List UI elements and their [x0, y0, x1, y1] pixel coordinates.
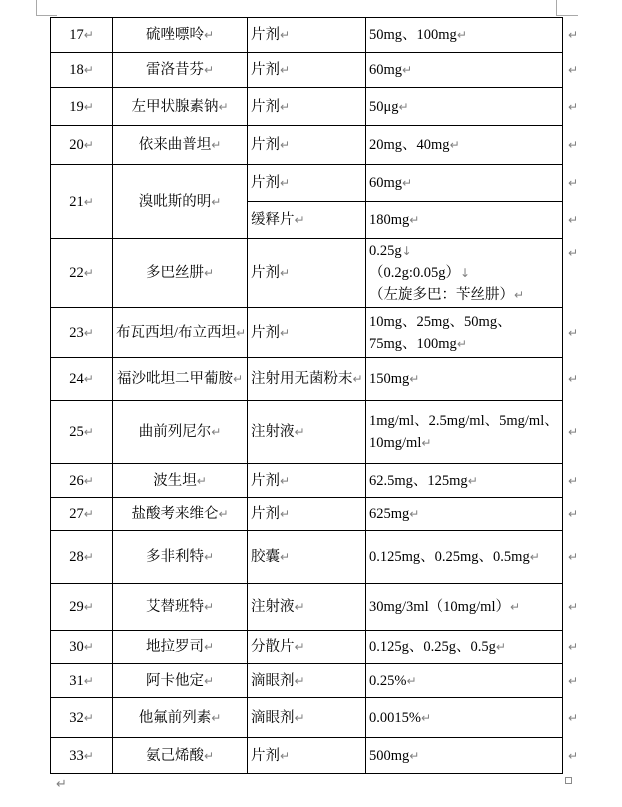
pilcrow-icon: ↵ [568, 372, 579, 386]
drug-name-text: 左甲状腺素钠 [131, 98, 219, 115]
pilcrow-icon: ↵ [280, 138, 291, 152]
pilcrow-icon: ↵ [280, 99, 291, 114]
pilcrow-icon: ↵ [280, 63, 291, 77]
pilcrow-icon: ↵ [568, 245, 579, 260]
row-number-text: 19 [69, 98, 84, 115]
spec-line-text: （0.2g:0.05g） [369, 265, 461, 281]
drug-name-text: 盐酸考来维仑 [131, 506, 219, 522]
row-number-cell[interactable] [51, 631, 113, 664]
row-number-text: 24 [69, 371, 84, 387]
row-number-text: 20 [69, 137, 84, 153]
dosage-form-text: 滴眼剂 [251, 672, 295, 689]
row-end-mark-gutter [563, 584, 591, 631]
dosage-form-text: 片剂 [251, 324, 280, 341]
pilcrow-icon: ↵ [280, 28, 291, 42]
drug-name-cell[interactable] [113, 358, 248, 401]
spec-line-text: 0.25% [369, 672, 407, 689]
pilcrow-icon: ↵ [203, 266, 215, 280]
row-number-text: 28 [69, 549, 84, 565]
dosage-form-cell[interactable] [248, 584, 366, 631]
row-end-mark-gutter [563, 126, 591, 165]
drug-name-text: 依来曲普坦 [138, 137, 212, 153]
dosage-form-cell[interactable] [248, 239, 366, 308]
pilcrow-icon: ↵ [83, 640, 94, 654]
row-number-text: 30 [69, 639, 84, 655]
pilcrow-icon: ↵ [83, 550, 94, 564]
pilcrow-icon: ↵ [529, 550, 540, 564]
pilcrow-icon: ↵ [420, 710, 432, 725]
pilcrow-icon: ↵ [568, 550, 579, 564]
pilcrow-icon: ↵ [449, 138, 460, 152]
table-row [51, 664, 591, 698]
pilcrow-icon: ↵ [568, 425, 579, 439]
table-row [51, 498, 591, 531]
row-number-text: 23 [69, 324, 84, 341]
spec-cell[interactable] [366, 631, 563, 664]
dosage-form-text: 胶囊 [251, 549, 280, 565]
pilcrow-icon: ↵ [294, 640, 305, 654]
pilcrow-icon: ↵ [83, 600, 94, 614]
drug-name-text: 溴吡斯的明 [138, 193, 212, 210]
pilcrow-icon: ↵ [398, 99, 409, 114]
row-end-mark-gutter [563, 165, 591, 202]
pilcrow-icon: ↵ [294, 710, 305, 725]
dosage-form-text: 缓释片 [251, 212, 295, 228]
spec-line-text: 625mg [369, 506, 410, 522]
row-number-cell[interactable] [51, 531, 113, 584]
spec-line-text: 150mg [369, 371, 410, 387]
spec-line-text: 180mg [369, 212, 410, 228]
row-end-mark-gutter [563, 53, 591, 88]
spec-line-text: 0.125g、0.25g、0.5g [369, 639, 496, 655]
row-number-cell[interactable] [51, 358, 113, 401]
table-row [51, 631, 591, 664]
row-end-mark-gutter [563, 464, 591, 498]
dosage-form-cell[interactable] [248, 464, 366, 498]
drug-name-cell[interactable] [113, 738, 248, 774]
pilcrow-icon: ↵ [495, 640, 506, 654]
pilcrow-icon: ↵ [467, 473, 478, 488]
pilcrow-icon: ↵ [456, 28, 467, 42]
pilcrow-icon: ↵ [83, 748, 94, 763]
spec-cell[interactable] [366, 401, 563, 464]
spec-cell[interactable] [366, 308, 563, 358]
dosage-form-text: 片剂 [251, 27, 280, 43]
row-number-cell[interactable] [51, 584, 113, 631]
pilcrow-icon: ↵ [83, 28, 94, 42]
pilcrow-icon: ↵ [294, 600, 305, 614]
table-row [51, 738, 591, 774]
pilcrow-icon: ↵ [409, 372, 420, 386]
drug-name-text: 布瓦西坦/布立西坦 [116, 324, 237, 341]
drug-name-cell[interactable] [113, 239, 248, 308]
dosage-form-text: 片剂 [251, 265, 280, 281]
row-number-cell[interactable] [51, 498, 113, 531]
spec-line-text: 500mg [369, 747, 410, 764]
row-number-cell[interactable] [51, 738, 113, 774]
dosage-form-text: 注射用无菌粉末 [251, 371, 353, 387]
row-end-mark-gutter [563, 202, 591, 239]
row-end-mark-gutter [563, 88, 591, 126]
dosage-form-text: 分散片 [251, 639, 295, 655]
table-row [51, 401, 591, 464]
row-end-mark-gutter [563, 664, 591, 698]
row-end-mark-gutter [563, 18, 591, 53]
spec-cell[interactable] [366, 464, 563, 498]
row-end-mark-gutter [563, 531, 591, 584]
drug-name-cell[interactable] [113, 498, 248, 531]
drug-name-cell[interactable] [113, 126, 248, 165]
table-row [51, 358, 591, 401]
pilcrow-icon: ↵ [294, 213, 305, 227]
pilcrow-icon: ↵ [203, 673, 215, 688]
pilcrow-icon: ↵ [218, 507, 229, 521]
line-break-icon: ↓ [460, 266, 471, 280]
spec-line-text: 62.5mg、125mg [369, 472, 468, 489]
pilcrow-icon: ↵ [568, 748, 579, 763]
pilcrow-icon: ↵ [568, 600, 579, 614]
pilcrow-icon: ↵ [203, 640, 215, 654]
spec-line-text: 60mg [369, 175, 403, 191]
dosage-form-cell[interactable] [248, 165, 366, 202]
spec-line-text: 10mg、25mg、50mg、75mg、100mg [369, 313, 512, 352]
drug-name-text: 多巴丝肼 [145, 265, 204, 281]
pilcrow-icon: ↵ [83, 673, 94, 688]
pilcrow-icon: ↵ [83, 507, 94, 521]
pilcrow-icon: ↵ [568, 473, 579, 488]
drug-name-text: 多非利特 [145, 549, 204, 565]
dosage-form-cell[interactable] [248, 308, 366, 358]
row-number-cell[interactable] [51, 53, 113, 88]
row-number-cell[interactable] [51, 88, 113, 126]
pilcrow-icon: ↵ [514, 288, 525, 302]
pilcrow-icon: ↵ [568, 507, 579, 521]
pilcrow-icon: ↵ [203, 550, 215, 564]
pilcrow-icon: ↵ [568, 640, 579, 654]
drug-name-text: 曲前列尼尔 [138, 424, 212, 440]
row-number-text: 17 [69, 27, 84, 43]
row-number-cell[interactable] [51, 165, 113, 239]
spec-cell[interactable] [366, 738, 563, 774]
pilcrow-icon: ↵ [409, 748, 420, 763]
pilcrow-icon: ↵ [280, 473, 291, 488]
dosage-form-cell[interactable] [248, 202, 366, 239]
row-number-cell[interactable] [51, 126, 113, 165]
dosage-form-cell[interactable] [248, 698, 366, 738]
row-number-text: 27 [69, 506, 84, 522]
row-end-mark-gutter [563, 631, 591, 664]
paragraph-mark-after-table: ↵ [56, 777, 67, 792]
pilcrow-icon: ↵ [568, 28, 579, 42]
table-row [51, 165, 591, 202]
pilcrow-icon: ↵ [402, 176, 413, 190]
row-number-text: 33 [69, 747, 84, 764]
dosage-form-text: 片剂 [251, 472, 280, 489]
spec-line-text: 0.25g [369, 243, 402, 259]
table-row [51, 531, 591, 584]
row-number-cell[interactable] [51, 698, 113, 738]
spec-line-text: 0.0015% [369, 709, 421, 726]
table-row [51, 18, 591, 53]
drug-name-text: 地拉罗司 [145, 639, 204, 655]
spec-line-text: 60mg [369, 62, 403, 78]
line-break-icon: ↓ [401, 244, 412, 258]
pilcrow-icon: ↵ [83, 266, 94, 280]
pilcrow-icon: ↵ [203, 63, 215, 77]
spec-cell[interactable] [366, 664, 563, 698]
drug-name-cell[interactable] [113, 631, 248, 664]
pilcrow-icon: ↵ [211, 710, 222, 725]
drug-table [50, 17, 591, 774]
dosage-form-cell[interactable] [248, 631, 366, 664]
margin-crop-mark-top-right-vertical [556, 0, 557, 15]
spec-line-text: 1mg/ml、2.5mg/ml、5mg/ml、10mg/ml [369, 413, 559, 451]
dosage-form-cell[interactable] [248, 358, 366, 401]
spec-cell[interactable] [366, 126, 563, 165]
pilcrow-icon: ↵ [232, 372, 244, 386]
pilcrow-icon: ↵ [280, 325, 291, 340]
row-number-text: 25 [69, 424, 84, 440]
pilcrow-icon: ↵ [83, 325, 94, 340]
pilcrow-icon: ↵ [421, 436, 432, 450]
row-number-cell[interactable] [51, 308, 113, 358]
drug-name-cell[interactable] [113, 88, 248, 126]
pilcrow-icon: ↵ [294, 425, 305, 439]
pilcrow-icon: ↵ [568, 99, 579, 114]
pilcrow-icon: ↵ [203, 600, 215, 614]
spec-cell[interactable] [366, 88, 563, 126]
pilcrow-icon: ↵ [280, 266, 291, 280]
spec-line-text: 50μg [369, 98, 399, 115]
table-row [51, 464, 591, 498]
row-end-mark-gutter [563, 698, 591, 738]
pilcrow-icon: ↵ [568, 138, 579, 152]
spec-line-text: 20mg、40mg [369, 137, 450, 153]
pilcrow-icon: ↵ [83, 710, 94, 725]
row-number-cell[interactable] [51, 464, 113, 498]
dosage-form-text: 片剂 [251, 747, 280, 764]
dosage-form-cell[interactable] [248, 531, 366, 584]
drug-name-cell[interactable] [113, 401, 248, 464]
spec-cell[interactable] [366, 358, 563, 401]
pilcrow-icon: ↵ [568, 325, 579, 340]
drug-name-text: 阿卡他定 [145, 672, 204, 689]
row-number-cell[interactable] [51, 401, 113, 464]
drug-name-cell[interactable] [113, 584, 248, 631]
drug-name-cell[interactable] [113, 664, 248, 698]
pilcrow-icon: ↵ [211, 425, 222, 439]
spec-cell[interactable] [366, 531, 563, 584]
row-end-mark-gutter [563, 308, 591, 358]
pilcrow-icon: ↵ [83, 138, 94, 152]
spec-cell[interactable] [366, 498, 563, 531]
drug-name-cell[interactable] [113, 464, 248, 498]
pilcrow-icon: ↵ [280, 507, 291, 521]
pilcrow-icon: ↵ [509, 600, 521, 614]
pilcrow-icon: ↵ [352, 372, 363, 386]
drug-name-text: 雷洛昔芬 [145, 62, 204, 78]
pilcrow-icon: ↵ [406, 673, 417, 688]
pilcrow-icon: ↵ [402, 63, 413, 77]
drug-name-text: 氨己烯酸 [145, 747, 204, 764]
pilcrow-icon: ↵ [236, 325, 247, 340]
row-end-mark-gutter [563, 498, 591, 531]
pilcrow-icon: ↵ [83, 99, 94, 114]
dosage-form-cell[interactable] [248, 53, 366, 88]
dosage-form-cell[interactable] [248, 18, 366, 53]
pilcrow-icon: ↵ [203, 748, 215, 763]
dosage-form-text: 片剂 [251, 506, 280, 522]
margin-crop-mark-top-left-horizontal [36, 15, 57, 16]
row-number-text: 18 [69, 62, 84, 78]
drug-name-cell[interactable] [113, 531, 248, 584]
row-number-text: 22 [69, 265, 84, 281]
table-row [51, 126, 591, 165]
row-number-cell[interactable] [51, 239, 113, 308]
spec-cell[interactable] [366, 18, 563, 53]
dosage-form-cell[interactable] [248, 401, 366, 464]
margin-crop-mark-top-left-vertical [36, 0, 37, 15]
drug-name-cell[interactable] [113, 18, 248, 53]
row-end-mark-gutter [563, 239, 591, 308]
spec-cell[interactable] [366, 202, 563, 239]
table-row [51, 239, 591, 308]
pilcrow-icon: ↵ [280, 748, 291, 763]
pilcrow-icon: ↵ [203, 28, 215, 42]
dosage-form-text: 片剂 [251, 98, 280, 115]
pilcrow-icon: ↵ [568, 710, 579, 725]
row-number-text: 32 [69, 709, 84, 726]
spec-line-text: 0.125mg、0.25mg、0.5mg [369, 549, 530, 565]
row-number-text: 26 [69, 472, 84, 489]
table-resize-handle[interactable] [565, 777, 572, 784]
drug-name-cell[interactable] [113, 308, 248, 358]
dosage-form-cell[interactable] [248, 126, 366, 165]
dosage-form-text: 注射液 [251, 599, 295, 615]
pilcrow-icon: ↵ [409, 213, 420, 227]
drug-name-cell[interactable] [113, 53, 248, 88]
pilcrow-icon: ↵ [211, 194, 222, 209]
dosage-form-text: 片剂 [251, 137, 280, 153]
pilcrow-icon: ↵ [568, 176, 579, 190]
pilcrow-icon: ↵ [280, 176, 291, 190]
pilcrow-icon: ↵ [196, 473, 207, 488]
spec-line-text: 50mg、100mg [369, 27, 457, 43]
spec-line-text: 30mg/3ml（10mg/ml） [369, 599, 510, 615]
drug-name-text: 他氟前列素 [138, 709, 212, 726]
row-number-text: 21 [69, 193, 84, 210]
drug-name-cell[interactable] [113, 698, 248, 738]
pilcrow-icon: ↵ [409, 507, 420, 521]
pilcrow-icon: ↵ [280, 550, 291, 564]
pilcrow-icon: ↵ [83, 194, 94, 209]
row-number-text: 31 [69, 672, 84, 689]
table-row [51, 53, 591, 88]
pilcrow-icon: ↵ [568, 63, 579, 77]
dosage-form-cell[interactable] [248, 738, 366, 774]
dosage-form-text: 滴眼剂 [251, 709, 295, 726]
pilcrow-icon: ↵ [83, 425, 94, 439]
row-end-mark-gutter [563, 401, 591, 464]
dosage-form-text: 片剂 [251, 62, 280, 78]
spec-cell[interactable] [366, 698, 563, 738]
table-row [51, 308, 591, 358]
pilcrow-icon: ↵ [456, 336, 467, 351]
pilcrow-icon: ↵ [83, 372, 94, 386]
drug-name-text: 硫唑嘌呤 [145, 27, 204, 43]
spec-cell[interactable] [366, 239, 563, 308]
row-number-cell[interactable] [51, 664, 113, 698]
pilcrow-icon: ↵ [294, 673, 305, 688]
pilcrow-icon: ↵ [83, 473, 94, 488]
margin-crop-mark-top-right-horizontal [556, 15, 578, 16]
dosage-form-cell[interactable] [248, 88, 366, 126]
dosage-form-text: 片剂 [251, 175, 280, 191]
row-end-mark-gutter [563, 358, 591, 401]
dosage-form-cell[interactable] [248, 498, 366, 531]
dosage-form-cell[interactable] [248, 664, 366, 698]
drug-name-cell[interactable] [113, 165, 248, 239]
row-number-cell[interactable] [51, 18, 113, 53]
drug-name-text: 艾替班特 [145, 599, 204, 615]
pilcrow-icon: ↵ [83, 63, 94, 77]
table-row [51, 698, 591, 738]
pilcrow-icon: ↵ [211, 138, 222, 152]
spec-cell[interactable] [366, 165, 563, 202]
row-end-mark-gutter [563, 738, 591, 774]
spec-line-text: （左旋多巴：苄丝肼） [369, 287, 514, 303]
pilcrow-icon: ↵ [218, 99, 229, 114]
spec-cell[interactable] [366, 53, 563, 88]
pilcrow-icon: ↵ [568, 673, 579, 688]
dosage-form-text: 注射液 [251, 424, 295, 440]
spec-cell[interactable] [366, 584, 563, 631]
drug-name-text: 波生坦 [153, 472, 197, 489]
row-number-text: 29 [69, 599, 84, 615]
table-row [51, 584, 591, 631]
drug-name-text: 福沙吡坦二甲葡胺 [116, 371, 233, 387]
table-row [51, 88, 591, 126]
pilcrow-icon: ↵ [568, 213, 579, 227]
